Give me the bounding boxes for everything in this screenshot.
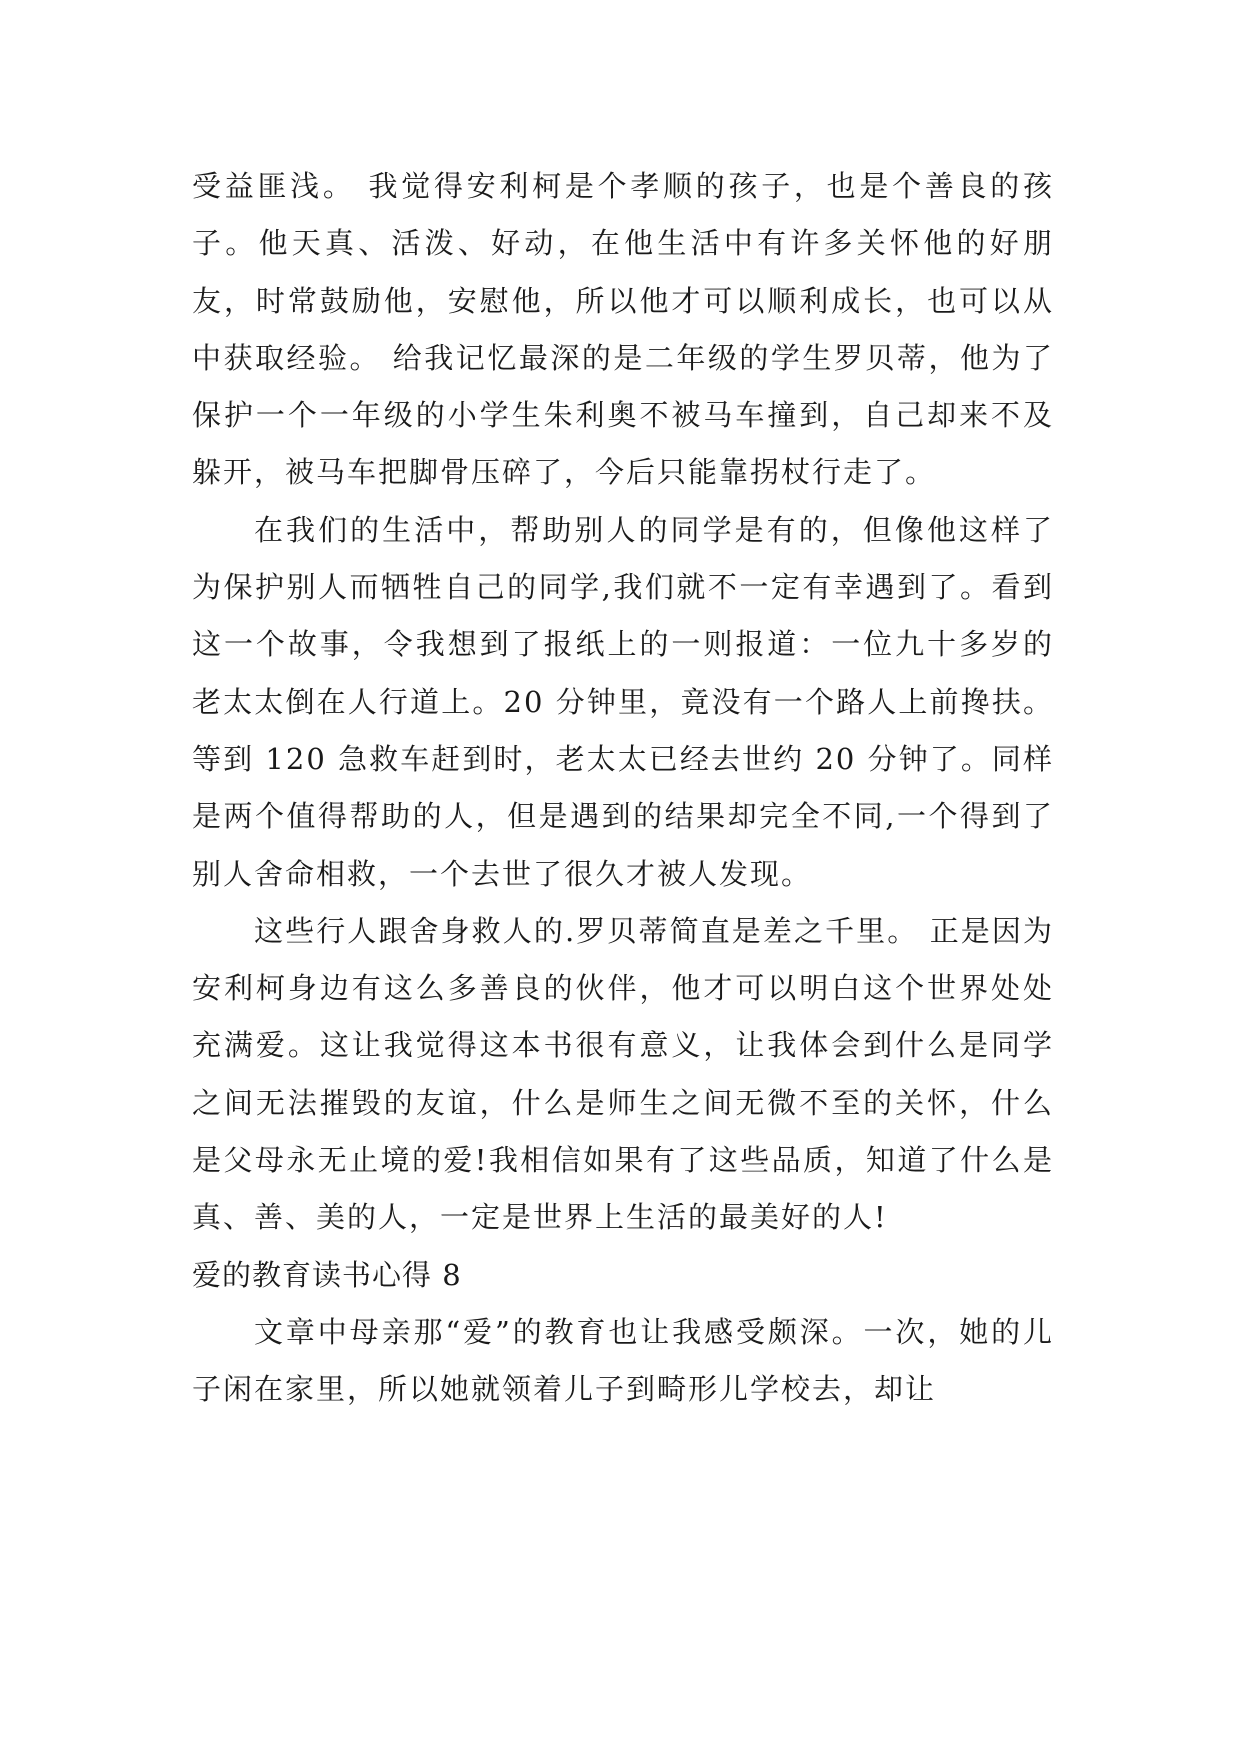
paragraph-1: 受益匪浅。 我觉得安利柯是个孝顺的孩子，也是个善良的孩子。他天真、活泼、好动，在他生活中有许多关怀他的好朋友，时常鼓励他，安慰他，所以他才可以顺利成长，也可以从中获取经验。 给我记忆最深的是二年级的学生罗贝蒂，他为了保护一个一年级的小学生朱利奥不被马车撞到，自己却来不及躲开，被马车把脚骨压碎了，今后只能靠拐杖行走了。 — [192, 169, 1054, 490]
paragraph-3: 这些行人跟舍身救人的.罗贝蒂简直是差之千里。 正是因为安利柯身边有这么多善良的伙伴，他才可以明白这个世界处处充满爱。这让我觉得这本书很有意义，让我体会到什么是同学之间无法摧毁的友谊，什么是师生之间无微不至的关怀，什么是父母永无止境的爱!我相信如果有了这些品质，知道了什么是真、善、美的人，一定是世界上生活的最美好的人! — [192, 913, 1054, 1235]
section-heading: 爱的教育读书心得 8 — [192, 1257, 462, 1292]
paragraph-2: 在我们的生活中，帮助别人的同学是有的，但像他这样了为保护别人而牺牲自己的同学,我们就不一定有幸遇到了。看到这一个故事，令我想到了报纸上的一则报道：一位九十多岁的老太太倒在人行道上。20 分钟里，竟没有一个路人上前搀扶。等到 120 急救车赶到时，老太太已经去世约 20 分钟了。同样是两个值得帮助的人，但是遇到的结果却完全不同,一个得到了别人舍命相救，一个去世了很久才被人发现。 — [192, 512, 1054, 891]
paragraph-4: 文章中母亲那“爱”的教育也让我感受颇深。一次，她的儿子闲在家里，所以她就领着儿子到畸形儿学校去，却让 — [192, 1314, 1054, 1407]
document-body — [192, 158, 1054, 1419]
